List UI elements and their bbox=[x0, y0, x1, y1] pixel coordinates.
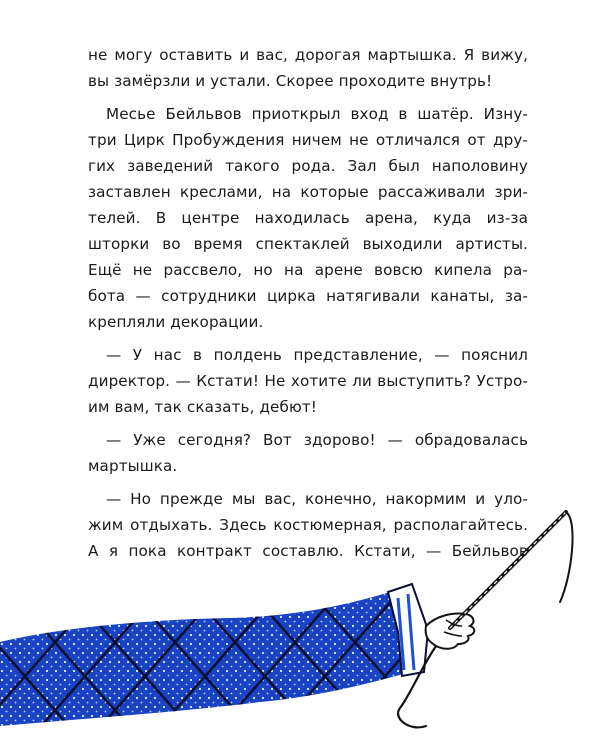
text-line: мартышка. bbox=[88, 457, 178, 475]
text-line: Месье Бейльвов приоткрыл вход в шатёр. Изну- bbox=[106, 105, 528, 123]
text-line: телей. В центре находилась арена, куда из-за bbox=[88, 209, 528, 227]
text-line: Ещё не рассвело, но на арене вовсю кипела ра- bbox=[88, 261, 528, 279]
text-line: жим отдыхать. Здесь костюмерная, располагайтесь. bbox=[88, 516, 528, 534]
arm-with-whip-illustration bbox=[0, 480, 600, 750]
paragraph-gap bbox=[88, 420, 528, 427]
text-line: — Уже сегодня? Вот здорово! — обрадовалась bbox=[106, 431, 528, 449]
paragraph-gap bbox=[88, 335, 528, 342]
text-line: гих заведений такого рода. Зал был наполовину bbox=[88, 157, 528, 175]
text-line: три Цирк Пробуждения ничем не отличался от дру- bbox=[88, 131, 528, 149]
paragraph bbox=[88, 101, 528, 335]
paragraph bbox=[88, 342, 528, 420]
text-line: — Но прежде мы вас, конечно, накормим и уло- bbox=[106, 490, 528, 508]
hand bbox=[426, 614, 475, 649]
paragraph bbox=[88, 42, 528, 94]
paragraph-gap bbox=[88, 94, 528, 101]
text-line: директор. — Кстати! Не хотите ли выступить? Устро- bbox=[88, 372, 528, 390]
text-line: крепляли декорации. bbox=[88, 313, 264, 331]
text-line: заставлен креслами, на которые рассаживали зри- bbox=[88, 183, 528, 201]
paragraph bbox=[88, 427, 528, 479]
text-line: шторки во время спектаклей выходили артисты. bbox=[88, 235, 528, 253]
text-line: не могу оставить и вас, дорогая мартышка. Я вижу, bbox=[88, 46, 528, 64]
text-line: — У нас в полдень представление, — пояснил bbox=[106, 346, 528, 364]
text-line: бота — сотрудники цирка натягивали канаты, за- bbox=[88, 287, 528, 305]
text-line: им вам, так сказать, дебют! bbox=[88, 398, 317, 416]
text-line: вы замёрзли и устали. Скорее проходите внутрь! bbox=[88, 72, 493, 90]
text-line: А я пока контракт составлю. Кстати, — Бейльвов bbox=[88, 542, 528, 560]
